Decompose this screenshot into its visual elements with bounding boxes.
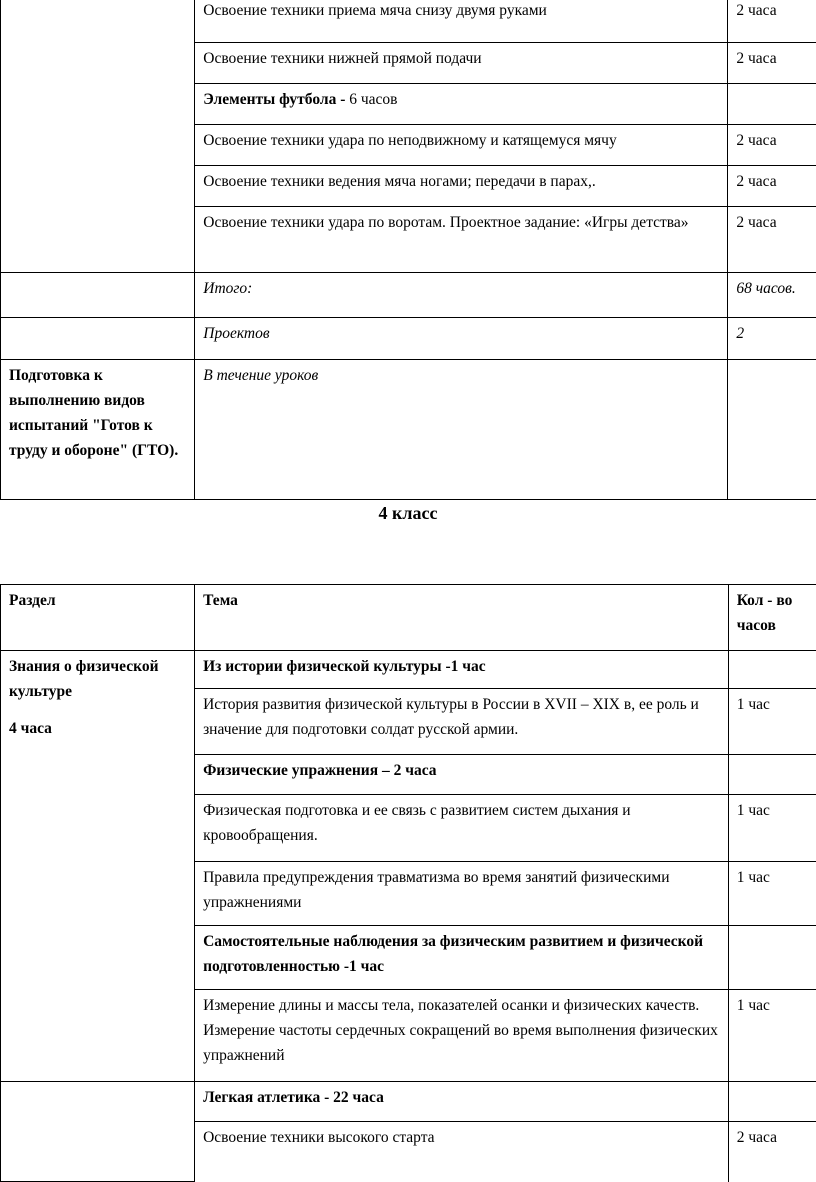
hours-cell: 2 часа (728, 124, 816, 165)
hours-cell: 2 часа (728, 42, 816, 83)
hours-cell: 1 час (728, 862, 816, 926)
header-theme: Тема (195, 585, 729, 651)
subsection-title: Из истории физической культуры -1 час (195, 651, 729, 689)
hours-cell (728, 359, 816, 499)
hours-cell: 1 час (728, 795, 816, 862)
hours-cell (728, 926, 816, 990)
section-name: Знания о физической культуре (9, 654, 194, 704)
hours-cell: 2 часа (728, 206, 816, 272)
theme-cell: Освоение техники удара по неподвижному и катящемуся мячу (195, 124, 728, 165)
subsection-title: Физические упражнения – 2 часа (195, 755, 729, 795)
section-knowledge (1, 651, 195, 1082)
section-cell (1, 0, 195, 272)
total-value: 68 часов. (728, 272, 816, 317)
top-table (0, 0, 816, 500)
hours-cell: 1 час (728, 990, 816, 1082)
theme-cell: Освоение техники удара по воротам. Проектное задание: «Игры детства» (195, 206, 728, 272)
hours-cell: 2 часа (728, 165, 816, 206)
theme-cell: Физическая подготовка и ее связь с развитием систем дыхания и кровообращения. (195, 795, 729, 862)
table-row (1, 272, 816, 317)
section-gto: Подготовка к выполнению видов испытаний "Готов к труду и обороне" (ГТО). (1, 359, 195, 499)
theme-cell: В течение уроков (195, 359, 728, 499)
table-row (1, 1082, 816, 1122)
hours-cell (728, 755, 816, 795)
table-row (1, 0, 816, 42)
hours-cell: 2 часа (728, 1122, 816, 1182)
theme-cell: Освоение техники ведения мяча ногами; передачи в парах,. (195, 165, 728, 206)
hours-cell (728, 651, 816, 689)
theme-cell: Освоение техники приема мяча снизу двумя руками (195, 0, 728, 42)
section-cell (1, 272, 195, 317)
theme-cell: История развития физической культуры в России в XVII – XIX в, ее роль и значение для подготовки солдат русской армии. (195, 689, 729, 755)
section-cell (1, 1082, 195, 1182)
theme-cell: Освоение техники нижней прямой подачи (195, 42, 728, 83)
section-cell (1, 317, 195, 359)
subsection-title: Самостоятельные наблюдения за физическим развитием и физической подготовленностью -1 час (195, 926, 729, 990)
header-section: Раздел (1, 585, 195, 651)
projects-label: Проектов (195, 317, 728, 359)
table-row (1, 359, 816, 499)
theme-cell: Освоение техники высокого старта (195, 1122, 729, 1182)
table-row (1, 651, 816, 689)
theme-cell: Правила предупреждения травматизма во время занятий физическими упражнениями (195, 862, 729, 926)
subsection-title: Элементы футбола - (203, 91, 349, 108)
grade-heading: 4 класс (0, 500, 816, 526)
table-row (1, 317, 816, 359)
hours-cell: 1 час (728, 689, 816, 755)
subsection-title: Легкая атлетика - 22 часа (195, 1082, 729, 1122)
section-hours: 4 часа (9, 716, 194, 741)
hours-cell: 2 часа (728, 0, 816, 42)
hours-cell (728, 83, 816, 124)
theme-cell (195, 83, 728, 124)
bottom-table (0, 584, 816, 1182)
total-label: Итого: (195, 272, 728, 317)
hours-cell (728, 1082, 816, 1122)
projects-value: 2 (728, 317, 816, 359)
header-row (1, 585, 816, 651)
theme-cell: Измерение длины и массы тела, показателей осанки и физических качеств. Измерение частоты сердечных сокращений во время выполнения физических упражнений (195, 990, 729, 1082)
subsection-hours: 6 часов (349, 91, 397, 108)
header-hours: Кол - во часов (728, 585, 816, 651)
